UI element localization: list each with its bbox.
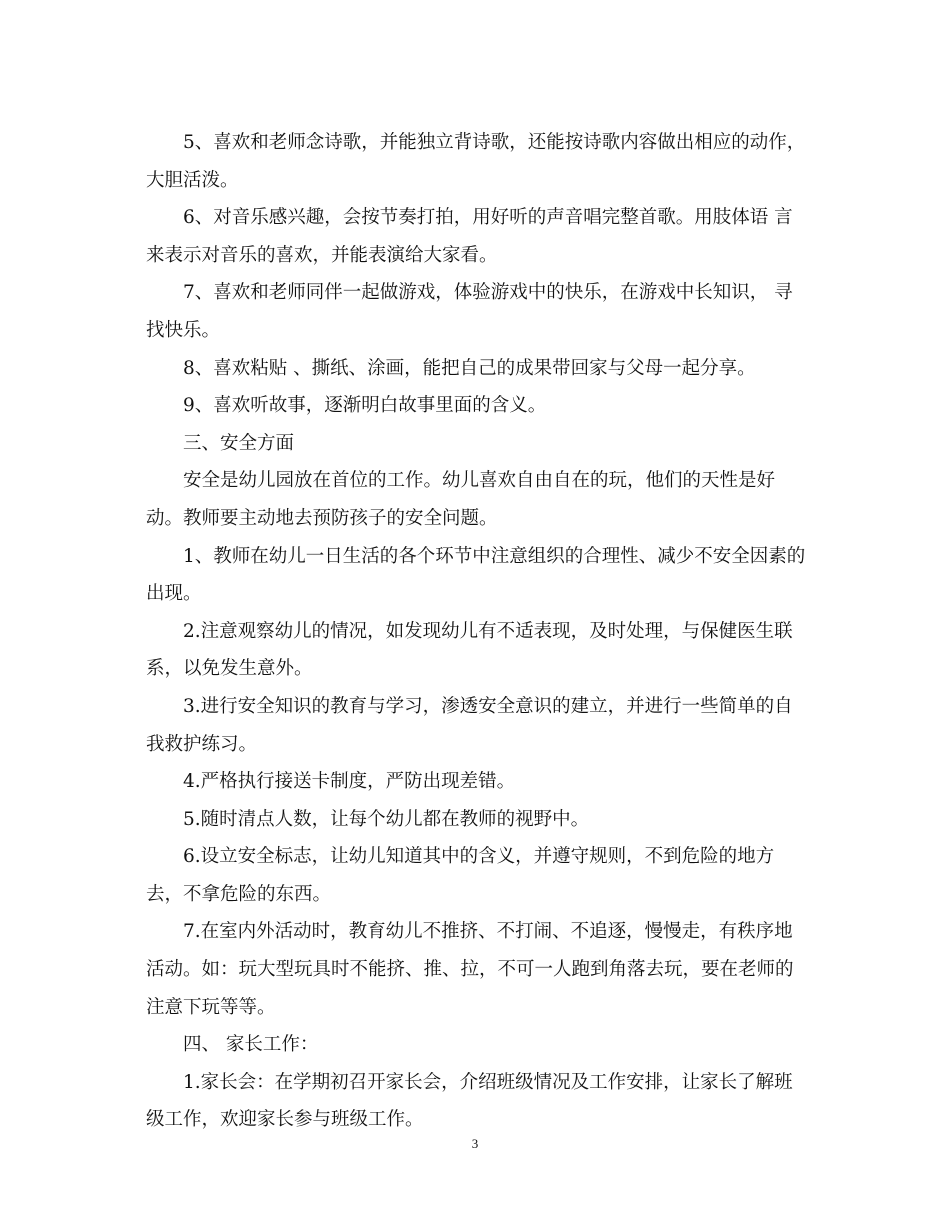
- paragraph-item-8: 8、喜欢粘贴 、撕纸、涂画，能把自己的成果带回家与父母一起分享。: [183, 357, 756, 379]
- safety-item-5: 5.随时清点人数，让每个幼儿都在教师的视野中。: [183, 808, 590, 830]
- paragraph-item-9: 9、喜欢听故事，逐渐明白故事里面的含义。: [183, 395, 547, 417]
- section-heading-safety: 三、安全方面: [183, 432, 295, 454]
- safety-item-4: 4.严格执行接送卡制度，严防出现差错。: [183, 771, 516, 793]
- safety-intro-paragraph: 安全是幼儿园放在首位的工作。幼儿喜欢自由自在的玩，他们的天性是好动。教师要主动地去预防孩子的安全问题。: [146, 470, 776, 529]
- paragraph-item-6: 6、对音乐感兴趣，会按节奏打拍，用好听的声音唱完整首歌。用肢体语 言来表示对音乐的喜欢，并能表演给大家看。: [146, 207, 793, 266]
- page-number: 3: [471, 1136, 479, 1151]
- paragraph-item-7: 7、喜欢和老师同伴一起做游戏，体验游戏中的快乐，在游戏中长知识， 寻找快乐。: [146, 282, 793, 341]
- document-body: [146, 124, 806, 1139]
- safety-item-7: 7.在室内外活动时，教育幼儿不推挤、不打闹、不追逐，慢慢走，有秩序地活动。如：玩大型玩具时不能挤、推、拉，不可一人跑到角落去玩，要在老师的注意下玩等等。: [146, 921, 794, 1018]
- safety-item-6: 6.设立安全标志，让幼儿知道其中的含义，并遵守规则，不到危险的地方去，不拿危险的东西。: [146, 846, 775, 905]
- safety-item-2: 2.注意观察幼儿的情况，如发现幼儿有不适表现，及时处理，与保健医生联系，以免发生意外。: [146, 620, 793, 680]
- paragraph-item-5: 5、喜欢和老师念诗歌，并能独立背诗歌，还能按诗歌内容做出相应的动作，大胆活泼。: [146, 132, 806, 191]
- safety-item-1: 1、教师在幼儿一日生活的各个环节中注意组织的合理性、减少不安全因素的出现。: [146, 545, 806, 605]
- parents-item-1: 1.家长会：在学期初召开家长会，介绍班级情况及工作安排，让家长了解班级工作，欢迎家长参与班级工作。: [146, 1071, 793, 1131]
- section-heading-parents: 四、 家长工作：: [183, 1034, 319, 1056]
- safety-item-3: 3.进行安全知识的教育与学习，渗透安全意识的建立，并进行一些简单的自我救护练习。: [146, 695, 793, 755]
